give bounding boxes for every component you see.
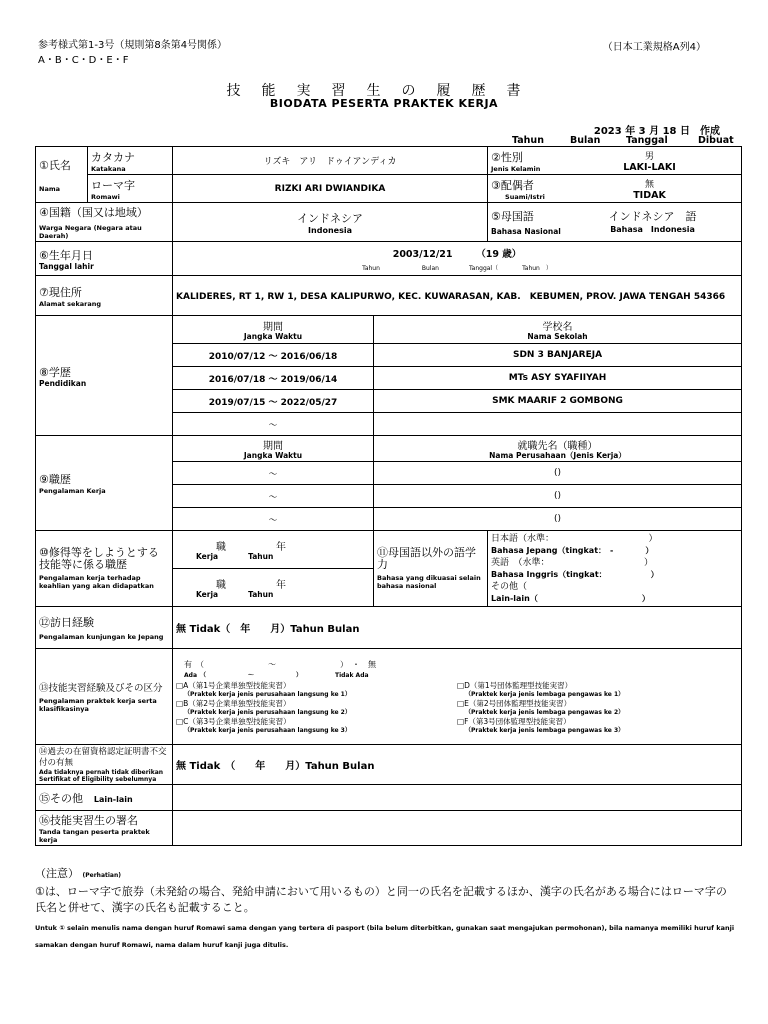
experience-option-b-jp: □B（第2号企業単独型技能実習）: [176, 698, 291, 708]
skill-label-jp: ⑩修得等をしようとする技能等に係る職歴: [39, 546, 159, 571]
education-row-school[interactable]: SDN 3 BANJAREJA: [374, 344, 742, 367]
visit-label-cell: [36, 607, 173, 649]
romaji-sub: Romawi: [91, 192, 120, 201]
notes-head-id: (Perhatian): [82, 872, 121, 879]
signature-field[interactable]: [173, 811, 742, 846]
education-school-id: Nama Sekolah: [527, 332, 588, 341]
experience-option-f-jp: □F（第3号団体監理型技能実習）: [457, 716, 571, 726]
certificate-value[interactable]: 無 Tidak （ 年 月）Tahun Bulan: [173, 745, 742, 785]
signature-label-id: Tanda tangan peserta praktek kerja: [39, 828, 150, 844]
work-row-period[interactable]: ～: [173, 462, 374, 485]
education-row-school[interactable]: MTs ASY SYAFIIYAH: [374, 367, 742, 390]
visit-label-id: Pengalaman kunjungan ke Jepang: [39, 633, 164, 641]
work-period-id: Jangka Waktu: [243, 451, 303, 460]
other-label-jp: ⑮その他: [39, 791, 83, 805]
nationality-label-cell: [36, 203, 173, 242]
notes-head-jp: （注意）: [35, 867, 79, 880]
certificate-label-id: Ada tidaknya pernah tidak diberikan Sertifikat of Eligibility sebelumnya: [39, 768, 164, 783]
spouse-cell: [488, 175, 742, 203]
mother-tongue-value-jp[interactable]: インドネシア 語: [608, 210, 697, 223]
creation-date: 2023 年 3 月 18 日 作成: [593, 126, 720, 137]
lang-english-line: 英語 （水準： ）: [491, 557, 654, 568]
experience-option-a-jp: □A（第1号企業単独型技能実習）: [176, 680, 291, 690]
foreign-lang-label-jp: ⑪母国語以外の語学力: [377, 546, 476, 571]
gender-value-jp[interactable]: 男: [645, 151, 655, 162]
name-label-id: Nama: [39, 184, 60, 193]
name-label-cell: [36, 147, 88, 203]
mother-tongue-label-id: Bahasa Nasional: [491, 227, 561, 236]
education-label-cell: [36, 316, 173, 436]
work-row-period[interactable]: ～: [173, 485, 374, 508]
experience-values[interactable]: [173, 649, 742, 745]
birth-label-cell: [36, 242, 173, 276]
work-label-cell: [36, 436, 173, 531]
skill-row-1-id: Kerja Tahun: [196, 552, 274, 561]
other-value[interactable]: [173, 785, 742, 811]
experience-option-e-id: （Praktek kerja jenis lembaga pengawas ke 2）: [465, 708, 625, 716]
education-row-school[interactable]: [374, 413, 742, 436]
experience-top-sub: Ada （ ～ ） Tidak Ada: [184, 671, 369, 679]
date-label-tanggal: Tanggal: [626, 135, 668, 146]
education-row-period[interactable]: 2019/07/15 ～ 2022/05/27: [173, 390, 374, 413]
katakana-value[interactable]: リズキ アリ ドゥイアンディカ: [173, 147, 488, 175]
other-label-id: Lain-lain: [93, 794, 133, 804]
address-label-jp: ⑦現住所: [39, 285, 82, 299]
experience-option-b[interactable]: [176, 699, 457, 717]
resume-table: [35, 146, 742, 846]
romaji-label: ローマ字: [91, 178, 135, 192]
work-company-jp: 就職先名（職種）: [517, 441, 598, 452]
work-company-header: [374, 436, 742, 462]
foreign-lang-values[interactable]: [488, 531, 742, 607]
work-row-period[interactable]: ～: [173, 508, 374, 531]
work-label-jp: ⑨職歴: [39, 473, 71, 486]
experience-top-line: 有 （ ～ ） ・ 無: [184, 659, 376, 669]
gender-value-id[interactable]: LAKI-LAKI: [623, 161, 676, 173]
experience-option-a-id: （Praktek kerja jenis perusahaan langsung ke 1）: [184, 690, 351, 698]
experience-option-f[interactable]: [457, 717, 738, 735]
experience-option-e-jp: □E（第2号団体監理型技能実習）: [457, 698, 572, 708]
education-row-period[interactable]: 2016/07/18 ～ 2019/06/14: [173, 367, 374, 390]
experience-option-e[interactable]: [457, 699, 738, 717]
address-label-id: Alamat sekarang: [39, 299, 102, 308]
skill-label-cell: [36, 531, 173, 607]
nationality-label-id: Warga Negara (Negara atau Daerah): [39, 224, 142, 240]
other-label-cell: [36, 785, 173, 811]
birth-sub: Tahun Bulan Tanggal（ Tahun ）: [362, 264, 552, 272]
spouse-label-jp: ③配偶者: [491, 178, 534, 192]
date-label-bulan: Bulan: [570, 135, 601, 146]
education-row-period[interactable]: 2010/07/12 ～ 2016/06/18: [173, 344, 374, 367]
gender-cell: [488, 147, 742, 175]
lang-english-id: Bahasa Inggris（tingkat： ）: [491, 569, 659, 579]
experience-option-c-id: （Praktek kerja jenis perusahaan langsung ke 3）: [184, 726, 351, 734]
education-school-jp: 学校名: [542, 322, 573, 333]
signature-label-cell: [36, 811, 173, 846]
spouse-label-id: Suami/Istri: [505, 192, 545, 201]
experience-option-d[interactable]: [457, 681, 738, 699]
katakana-label-cell: [88, 147, 173, 175]
mother-tongue-label-jp: ⑤母国語: [491, 210, 534, 223]
certificate-label-cell: [36, 745, 173, 785]
nationality-value-id: Indonesia: [308, 225, 352, 235]
spouse-value-id[interactable]: TIDAK: [633, 189, 666, 201]
education-row-period[interactable]: ～: [173, 413, 374, 436]
education-row-school[interactable]: SMK MAARIF 2 GOMBONG: [374, 390, 742, 413]
mother-tongue-cell: [488, 203, 742, 242]
education-label-jp: ⑧学歴: [39, 365, 71, 379]
visit-label-jp: ⑫訪日経験: [39, 616, 94, 629]
nationality-value-jp: インドネシア: [297, 211, 363, 225]
lang-other-line: その他（: [491, 581, 528, 592]
certificate-label-jp: ⑭過去の在留資格認定証明書不交付の有無: [39, 746, 167, 768]
experience-option-f-id: （Praktek kerja jenis lembaga pengawas ke 3）: [465, 726, 625, 734]
skill-row-1-jp: 職 年: [216, 542, 286, 553]
experience-option-a[interactable]: [176, 681, 457, 699]
visit-value[interactable]: 無 Tidak（ 年 月）Tahun Bulan: [173, 607, 742, 649]
foreign-lang-label-id: Bahasa yang dikuasai selain bahasa nasional: [377, 574, 481, 590]
experience-option-c-jp: □C（第3号企業単独型技能実習）: [176, 716, 291, 726]
experience-label-cell: [36, 649, 173, 745]
nationality-value-cell[interactable]: [173, 203, 488, 242]
nationality-label-jp: ④国籍（国又は地域）: [39, 206, 148, 219]
signature-label-jp: ⑯技能実習生の署名: [39, 814, 138, 827]
date-label-dibuat: Dibuat: [698, 135, 734, 146]
date-label-tahun: Tahun: [512, 135, 544, 146]
experience-label-jp: ⑬技能実習経験及びその区分: [39, 683, 163, 694]
skill-row-2-id: Kerja Tahun: [196, 590, 274, 599]
form-reference-line1: 参考様式第1-3号（規則第8条第4号関係）: [38, 40, 228, 51]
address-value[interactable]: KALIDERES, RT 1, RW 1, DESA KALIPURWO, KEC. KUWARASAN, KAB. KEBUMEN, PROV. JAWA TENGAH 54366: [173, 276, 742, 316]
birth-value: 2003/12/21 （19 歳）: [392, 248, 522, 260]
notes-body-jp: ①は、ローマ字で旅券（未発給の場合、発給申請において用いるもの）と同一の氏名を記載するほか、漢字の氏名がある場合にはローマ字の氏名と併せて、漢字の氏名も記載すること。: [35, 885, 727, 914]
katakana-sub: Katakana: [91, 164, 126, 173]
address-label-cell: [36, 276, 173, 316]
birth-label-jp: ⑥生年月日: [39, 248, 93, 262]
work-period-header: [173, 436, 374, 462]
form-reference-line2: A・B・C・D・E・F: [38, 55, 129, 66]
experience-option-d-jp: □D（第1号団体監理型技能実習）: [457, 680, 573, 690]
notes-section: [35, 866, 735, 954]
romaji-value[interactable]: RIZKI ARI DWIANDIKA: [173, 175, 488, 203]
form-reference: [38, 38, 227, 68]
gender-label-jp: ②性別: [491, 150, 523, 164]
gender-label-id: Jenis Kelamin: [491, 164, 541, 173]
katakana-label: カタカナ: [91, 150, 135, 164]
mother-tongue-value-id[interactable]: Bahasa Indonesia: [610, 225, 695, 234]
birth-label-id: Tanggal lahir: [39, 261, 94, 271]
work-row-company[interactable]: (): [374, 508, 742, 531]
lang-other-id: Lain-lain（ ）: [491, 593, 650, 603]
work-row-company[interactable]: (): [374, 462, 742, 485]
experience-grid: [176, 681, 738, 735]
experience-label-id: Pengalaman praktek kerja serta klasifikasinya: [39, 697, 157, 713]
lang-japanese-id: Bahasa Jepang（tingkat： - ）: [491, 545, 654, 555]
work-period-jp: 期間: [263, 441, 283, 452]
education-school-header: [374, 316, 742, 344]
name-label-jp: ①氏名: [39, 158, 71, 172]
work-label-id: Pengalaman Kerja: [39, 487, 106, 495]
skill-row-2[interactable]: [173, 569, 374, 607]
skill-row-2-jp: 職 年: [216, 580, 286, 591]
title-indonesian: BIODATA PESERTA PRAKTEK KERJA: [269, 97, 499, 110]
education-period-jp: 期間: [263, 322, 283, 333]
paper-standard: （日本工業規格A列4）: [602, 42, 706, 53]
birth-value-cell[interactable]: [173, 242, 742, 276]
experience-option-d-id: （Praktek kerja jenis lembaga pengawas ke 1）: [465, 690, 625, 698]
work-row-company[interactable]: (): [374, 485, 742, 508]
education-period-id: Jangka Waktu: [243, 332, 303, 341]
notes-body-id: Untuk ① selain menulis nama dengan huruf Romawi sama dengan yang tertera di pasport (bila belum diterbitkan, gunakan saat mengajukan permohonan), bila namanya memiliki huruf kanji samakan dengan huruf Romawi, nama dalam huruf kanji juga ditulis.: [35, 924, 735, 949]
spouse-value-jp[interactable]: 無: [645, 179, 655, 190]
skill-row-1[interactable]: [173, 531, 374, 569]
experience-option-b-id: （Praktek kerja jenis perusahaan langsung ke 2）: [184, 708, 351, 716]
romaji-label-cell: [88, 175, 173, 203]
work-company-id: Nama Perusahaan（Jenis Kerja）: [489, 451, 626, 460]
education-period-header: [173, 316, 374, 344]
experience-option-c[interactable]: [176, 717, 457, 735]
skill-label-id: Pengalaman kerja terhadap keahlian yang akan didapatkan: [39, 574, 154, 590]
foreign-lang-label-cell: [374, 531, 488, 607]
title-japanese: 技能実習生の履歴書: [226, 83, 542, 99]
lang-japanese-line: 日本語（水準： ）: [491, 533, 658, 544]
education-label-id: Pendidikan: [39, 378, 87, 388]
